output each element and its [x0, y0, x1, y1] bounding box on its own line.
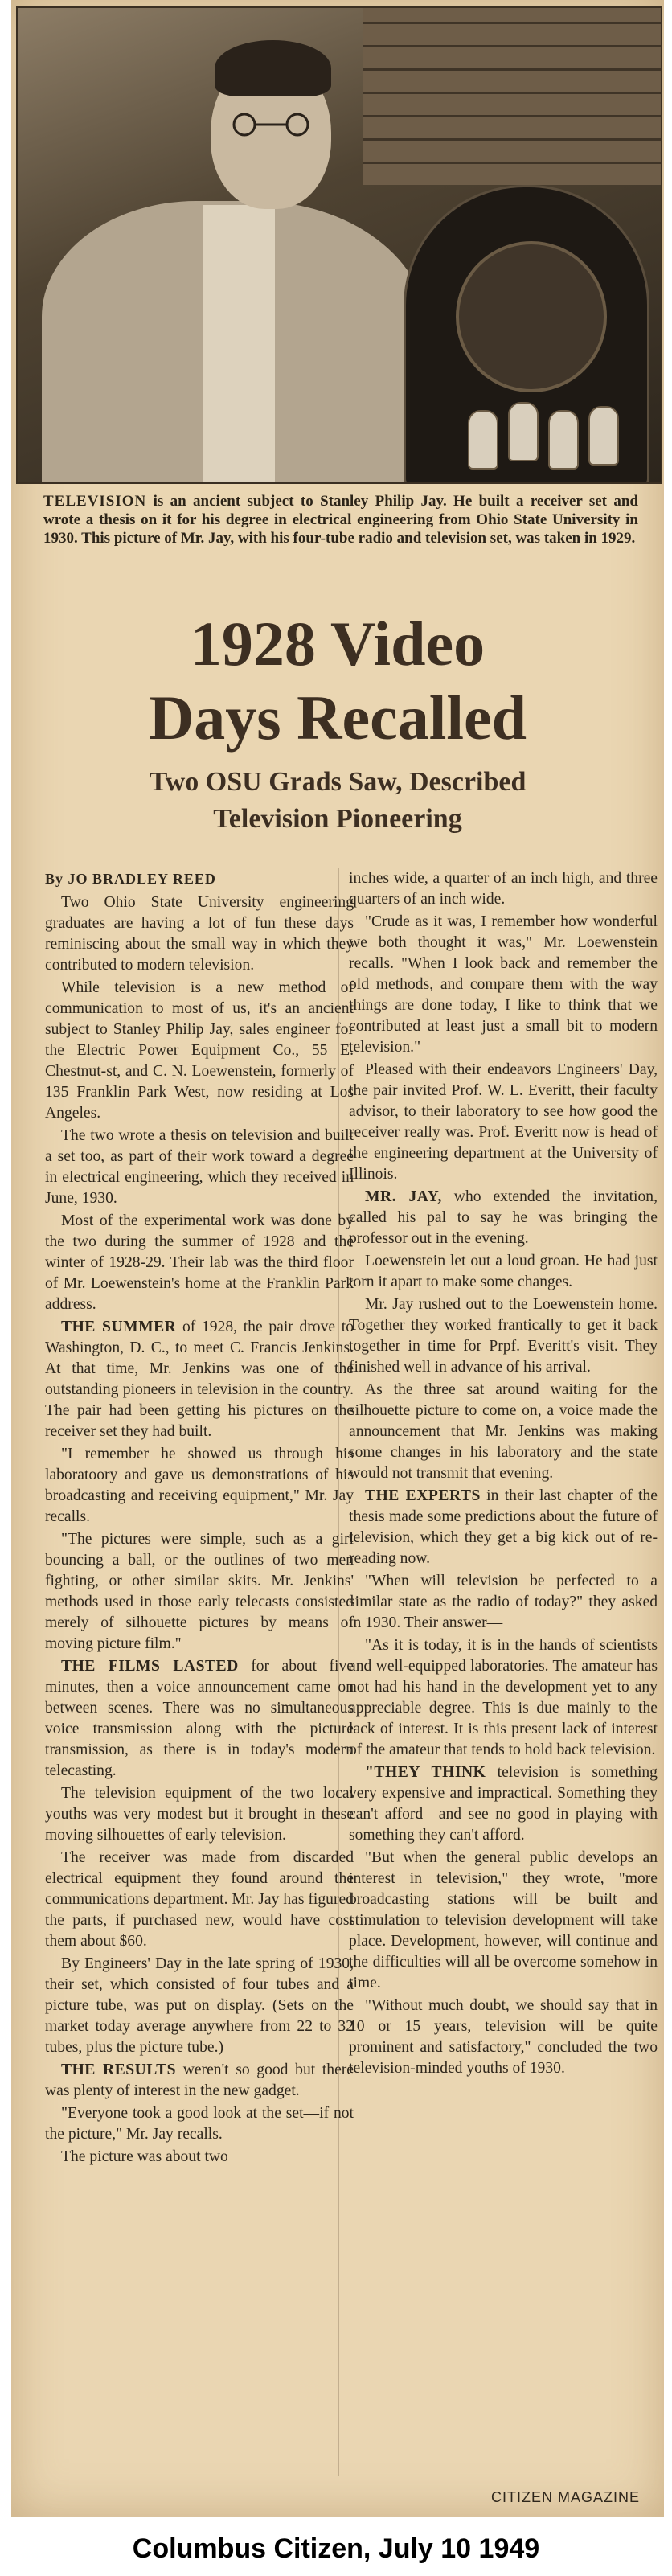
- article-paragraph: [349, 1060, 658, 1185]
- paragraph-text: "Crude as it was, I remember how wonderful we both thought it was," Mr. Loewenstein recalls. "When I look back and remember the old methods, and compare them with the way things are done today, I like to think that we contributed at least just a small bit to modern television.": [349, 913, 658, 1056]
- paragraph-text: The receiver was made from discarded electrical equipment they found around the communications department. Mr. Jay has figured the parts, if purchased new, would have cost them about $60.: [45, 1849, 354, 1950]
- article-paragraph: [349, 1294, 658, 1378]
- caption-text: is an ancient subject to Stanley Philip Jay. He built a receiver set and wrote a thesis on it for his degree in electrical engineering from Ohio State University in 1930. This picture of Mr. Jay, with his four-tube radio and television set, was taken in 1929.: [43, 493, 638, 547]
- caption-lead: TELEVISION: [43, 493, 147, 510]
- paragraph-text: "The pictures were simple, such as a girl bouncing a ball, or the outlines of two men fighting, or other similar skits. Mr. Jenkins' methods used in those early telecasts consisted merely of silhouette pictures by means of moving picture film.": [45, 1531, 354, 1652]
- article-paragraph: [349, 1187, 658, 1249]
- paragraph-text: television is something very expensive and impractical. Something they can't afford—and see no good in playing with something they can't afford.: [349, 1764, 658, 1844]
- article-paragraph: [349, 1848, 658, 1994]
- article-paragraph: [349, 912, 658, 1058]
- article-paragraph: [349, 1996, 658, 2079]
- paragraph-text: weren't so good but there was plenty of interest in the new gadget.: [45, 2061, 354, 2099]
- paragraph-text: Loewenstein let out a loud groan. He had just torn it apart to make some changes.: [349, 1253, 658, 1290]
- article-paragraph: [45, 892, 354, 976]
- article-paragraph: [45, 1211, 354, 1315]
- byline: By JO BRADLEY REED: [45, 871, 216, 887]
- section-lead-in: THE FILMS LASTED: [61, 1658, 239, 1675]
- shirt-front: [203, 205, 275, 484]
- vacuum-tube-icon: [468, 410, 498, 470]
- source-caption: Columbus Citizen, July 10 1949: [132, 2533, 540, 2564]
- article-paragraph: [349, 1380, 658, 1484]
- headline-line-2: Days Recalled: [148, 683, 527, 753]
- article-paragraph: [45, 1444, 354, 1528]
- article-paragraph: [349, 1251, 658, 1293]
- photo-caption: [43, 492, 638, 548]
- paragraph-text: "But when the general public develops an interest in television," they wrote, "more broadcasting stations will be built and stimulation to television development will take place. Development, however, will continue and the difficulties will all be overcome somehow in time.: [349, 1849, 658, 1991]
- paragraph-text: While television is a new method of communication to most of us, it's an ancient subject to Stanley Philip Jay, sales engineer for the Electric Power Equipment Co., 55 E. Chestnut-st, and C. N. Loewenstein, formerly of 135 Franklin Park West, now residing at Los Angeles.: [45, 979, 354, 1122]
- paragraph-text: inches wide, a quarter of an inch high, and three quarters of an inch wide.: [349, 870, 658, 908]
- section-lead-in: THE RESULTS: [61, 2061, 177, 2078]
- paragraph-text: The television equipment of the two local youths was very modest but it brought in these moving silhouettes of early television.: [45, 1785, 354, 1844]
- article-photo: [16, 6, 662, 484]
- paragraph-text: "When will television be perfected to a similar state as the radio of today?" they asked in 1930. Their answer—: [349, 1573, 658, 1631]
- article-paragraph: [349, 1762, 658, 1846]
- article-paragraph: [45, 1954, 354, 2058]
- article-paragraph: [45, 1656, 354, 1782]
- article-paragraph: [349, 1571, 658, 1634]
- paragraph-text: of 1928, the pair drove to Washington, D. C., to meet C. Francis Jenkins. At that time, Mr. Jenkins was one of the outstanding pioneers in television in the country. The pair had been getting his pictures on the receiver set they had built.: [45, 1319, 354, 1440]
- vacuum-tube-icon: [548, 410, 579, 470]
- article-paragraph: [45, 2060, 354, 2102]
- paragraph-text: "I remember he showed us through his laboratoory and gave us demonstrations of his broadcasting and receiving equipment," Mr. Jay recalls.: [45, 1446, 354, 1525]
- paragraph-text: "Everyone took a good look at the set—if not the picture," Mr. Jay recalls.: [45, 2105, 354, 2143]
- article-paragraph: [45, 1783, 354, 1846]
- article-paragraph: [349, 1635, 658, 1761]
- subhead-line-2: Television Pioneering: [213, 804, 462, 834]
- section-lead-in: MR. JAY,: [365, 1188, 442, 1205]
- glasses-icon: [219, 113, 323, 137]
- section-lead-in: "THEY THINK: [365, 1764, 486, 1781]
- man-hair: [215, 40, 331, 96]
- radio-dial: [456, 241, 607, 392]
- subheadline: [11, 764, 664, 838]
- article-column-left: [45, 868, 354, 2484]
- article-paragraph: [349, 1486, 658, 1569]
- article-paragraph: [45, 2103, 354, 2145]
- paragraph-text: The two wrote a thesis on television and built a set too, as part of their work toward a degree in electrical engineering, which they received in June, 1930.: [45, 1127, 354, 1207]
- vacuum-tube-icon: [588, 406, 619, 466]
- section-lead-in: THE EXPERTS: [365, 1487, 481, 1504]
- headline-line-1: 1928 Video: [190, 609, 486, 679]
- paragraph-text: for about five minutes, then a voice announcement came on between scenes. There was no simultaneous voice transmission along with the picture transmission, as there is in today's modern telecasting.: [45, 1658, 354, 1779]
- paragraph-text: By Engineers' Day in the late spring of 1930, their set, which consisted of four tubes and a picture tube, was put on display. (Sets on the market today average anywhere from 22 to 32 tubes, plus the picture tube.): [45, 1955, 354, 2056]
- article-paragraph: [45, 1126, 354, 1209]
- paragraph-text: "As it is today, it is in the hands of scientists and well-equipped laboratories. The amateur has not had his hand in the development yet to any appreciable degree. This is due mainly to the lack of interest. It is this present lack of interest of the amateur that tends to hold back television.: [349, 1637, 658, 1758]
- article-column-right: [349, 868, 658, 2484]
- paragraph-text: Most of the experimental work was done by the two during the summer of 1928 and the winter of 1928-29. Their lab was the third floor of Mr. Loewenstein's home at the Franklin Park address.: [45, 1212, 354, 1313]
- article-paragraph: [45, 2147, 354, 2168]
- subhead-line-1: Two OSU Grads Saw, Described: [149, 767, 527, 797]
- section-lead-in: THE SUMMER: [61, 1319, 177, 1335]
- paragraph-text: As the three sat around waiting for the silhouette picture to come on, a voice made the announcement that Mr. Jenkins was making some changes in his laboratory and the state would not transmit that evening.: [349, 1381, 658, 1482]
- paragraph-text: The picture was about two: [61, 2148, 228, 2165]
- paragraph-text: in their last chapter of the thesis made some predictions about the future of television, which they get a big kick out of re-reading now.: [349, 1487, 658, 1567]
- paragraph-text: Two Ohio State University engineering graduates are having a lot of fun these days reminiscing about the small way in which they contributed to modern television.: [45, 894, 354, 974]
- newspaper-clipping: [11, 0, 664, 2517]
- brick-wall-background: [363, 8, 661, 185]
- article-paragraph: [45, 1848, 354, 1952]
- paragraph-text: Mr. Jay rushed out to the Loewenstein home. Together they worked frantically to get it back together in time for Prpf. Everitt's visit. They finished well in advance of his arrival.: [349, 1296, 658, 1376]
- article-paragraph: [45, 1529, 354, 1655]
- article-paragraph: [45, 978, 354, 1124]
- article-paragraph: [45, 1317, 354, 1442]
- magazine-name: CITIZEN MAGAZINE: [490, 2489, 640, 2505]
- paragraph-text: "Without much doubt, we should say that in 10 or 15 years, television will be quite prominent and satisfactory," concluded the two television-minded youths of 1930.: [349, 1997, 658, 2077]
- article-paragraph: [349, 868, 658, 910]
- paragraph-text: Pleased with their endeavors Engineers' Day, the pair invited Prof. W. L. Everitt, their faculty advisor, to their laboratory to see how good the receiver really was. Prof. Everitt now is head of the engineering department at the University of Illinois.: [349, 1061, 658, 1183]
- paragraph-text: who extended the invitation, called his pal to say he was bringing the professor out in the evening.: [349, 1188, 658, 1247]
- headline: [11, 607, 664, 755]
- vacuum-tube-icon: [508, 402, 539, 461]
